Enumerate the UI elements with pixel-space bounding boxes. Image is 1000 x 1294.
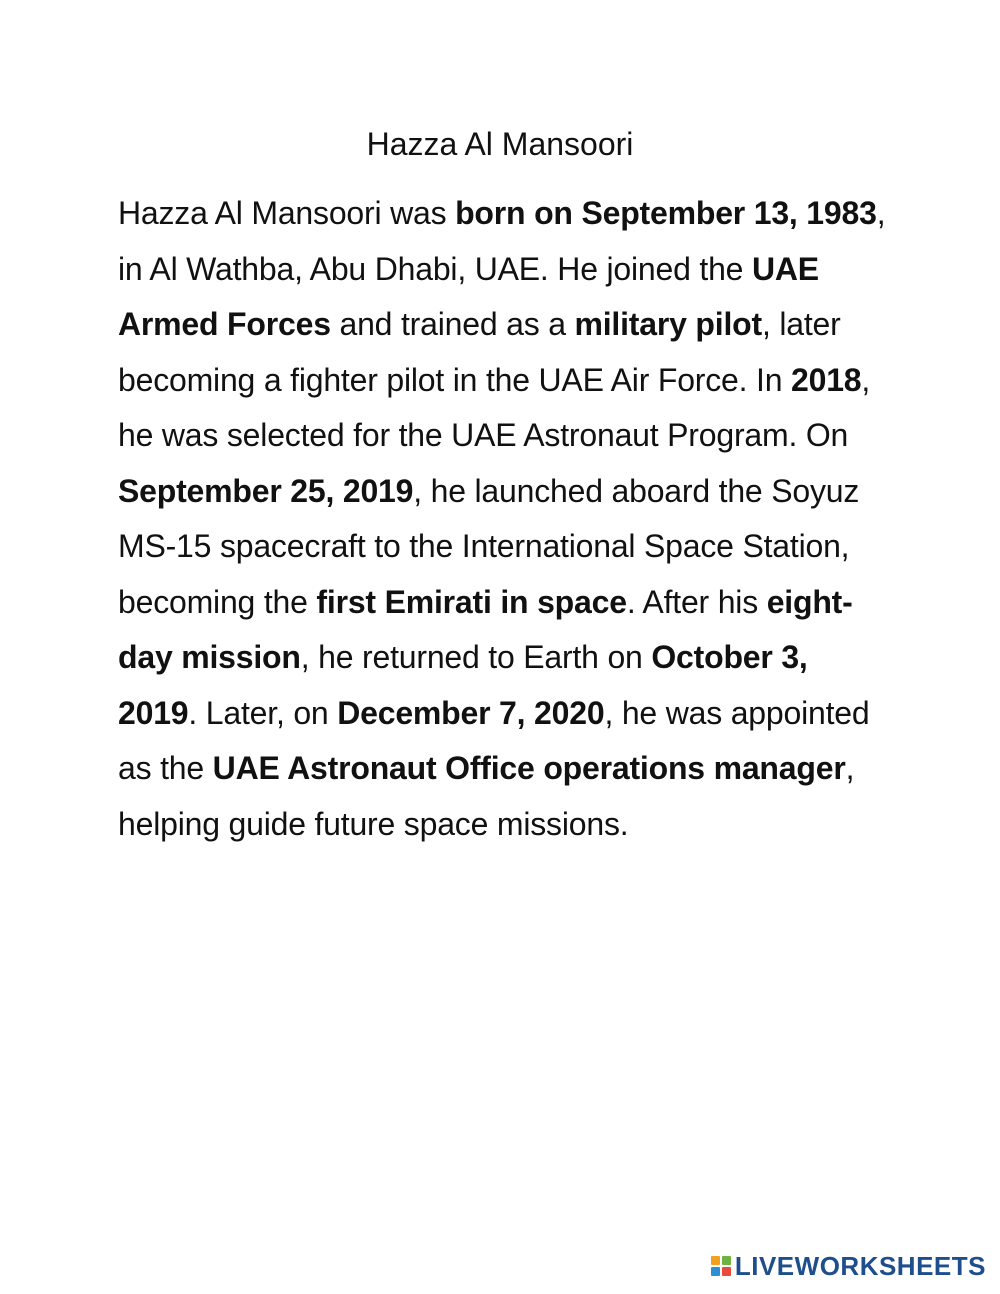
logo-block [722,1267,731,1276]
text-run: Hazza Al Mansoori was [118,195,456,231]
text-run: , he was selected for the UAE Astronaut Program. On [118,361,871,453]
logo-blocks-icon [711,1256,731,1276]
biography-paragraph [118,186,888,852]
text-run: , helping guide future space missions. [118,750,855,842]
text-run-bold: born on September 13, 1983 [455,195,877,231]
text-run-bold: 2018 [791,361,862,398]
text-run: , later becoming a fighter pilot in the UAE Air Force. In [118,306,841,398]
liveworksheets-logo [711,1252,986,1280]
text-run-bold: December 7, 2020 [337,694,605,731]
text-run: , in Al Wathba, Abu Dhabi, UAE. He joined the [118,195,886,287]
text-run: , he returned to Earth on [300,639,652,675]
text-run-bold: UAE Armed Forces [118,250,819,342]
page-title: Hazza Al Mansoori [366,126,634,162]
logo-block [711,1267,720,1276]
text-run: . Later, on [188,694,338,731]
text-run-bold: first Emirati in space [316,583,627,620]
text-run-bold: UAE Astronaut Office operations manager [212,750,846,786]
text-run-bold: October 3, 2019 [118,639,808,731]
logo-text: LIVEWORKSHEETS [734,1251,986,1281]
logo-block [711,1256,720,1265]
text-run-bold: military pilot [574,306,762,342]
text-run: . After his [626,583,767,620]
logo-block [722,1256,731,1265]
text-run: , he launched aboard the Soyuz MS-15 spacecraft to the International Space Station, becoming the [118,472,860,620]
text-run: and trained as a [330,306,575,342]
text-run-bold: eight-day mission [118,583,853,675]
text-run-bold: September 25, 2019 [118,472,414,509]
text-run: , he was appointed as the [118,694,870,786]
